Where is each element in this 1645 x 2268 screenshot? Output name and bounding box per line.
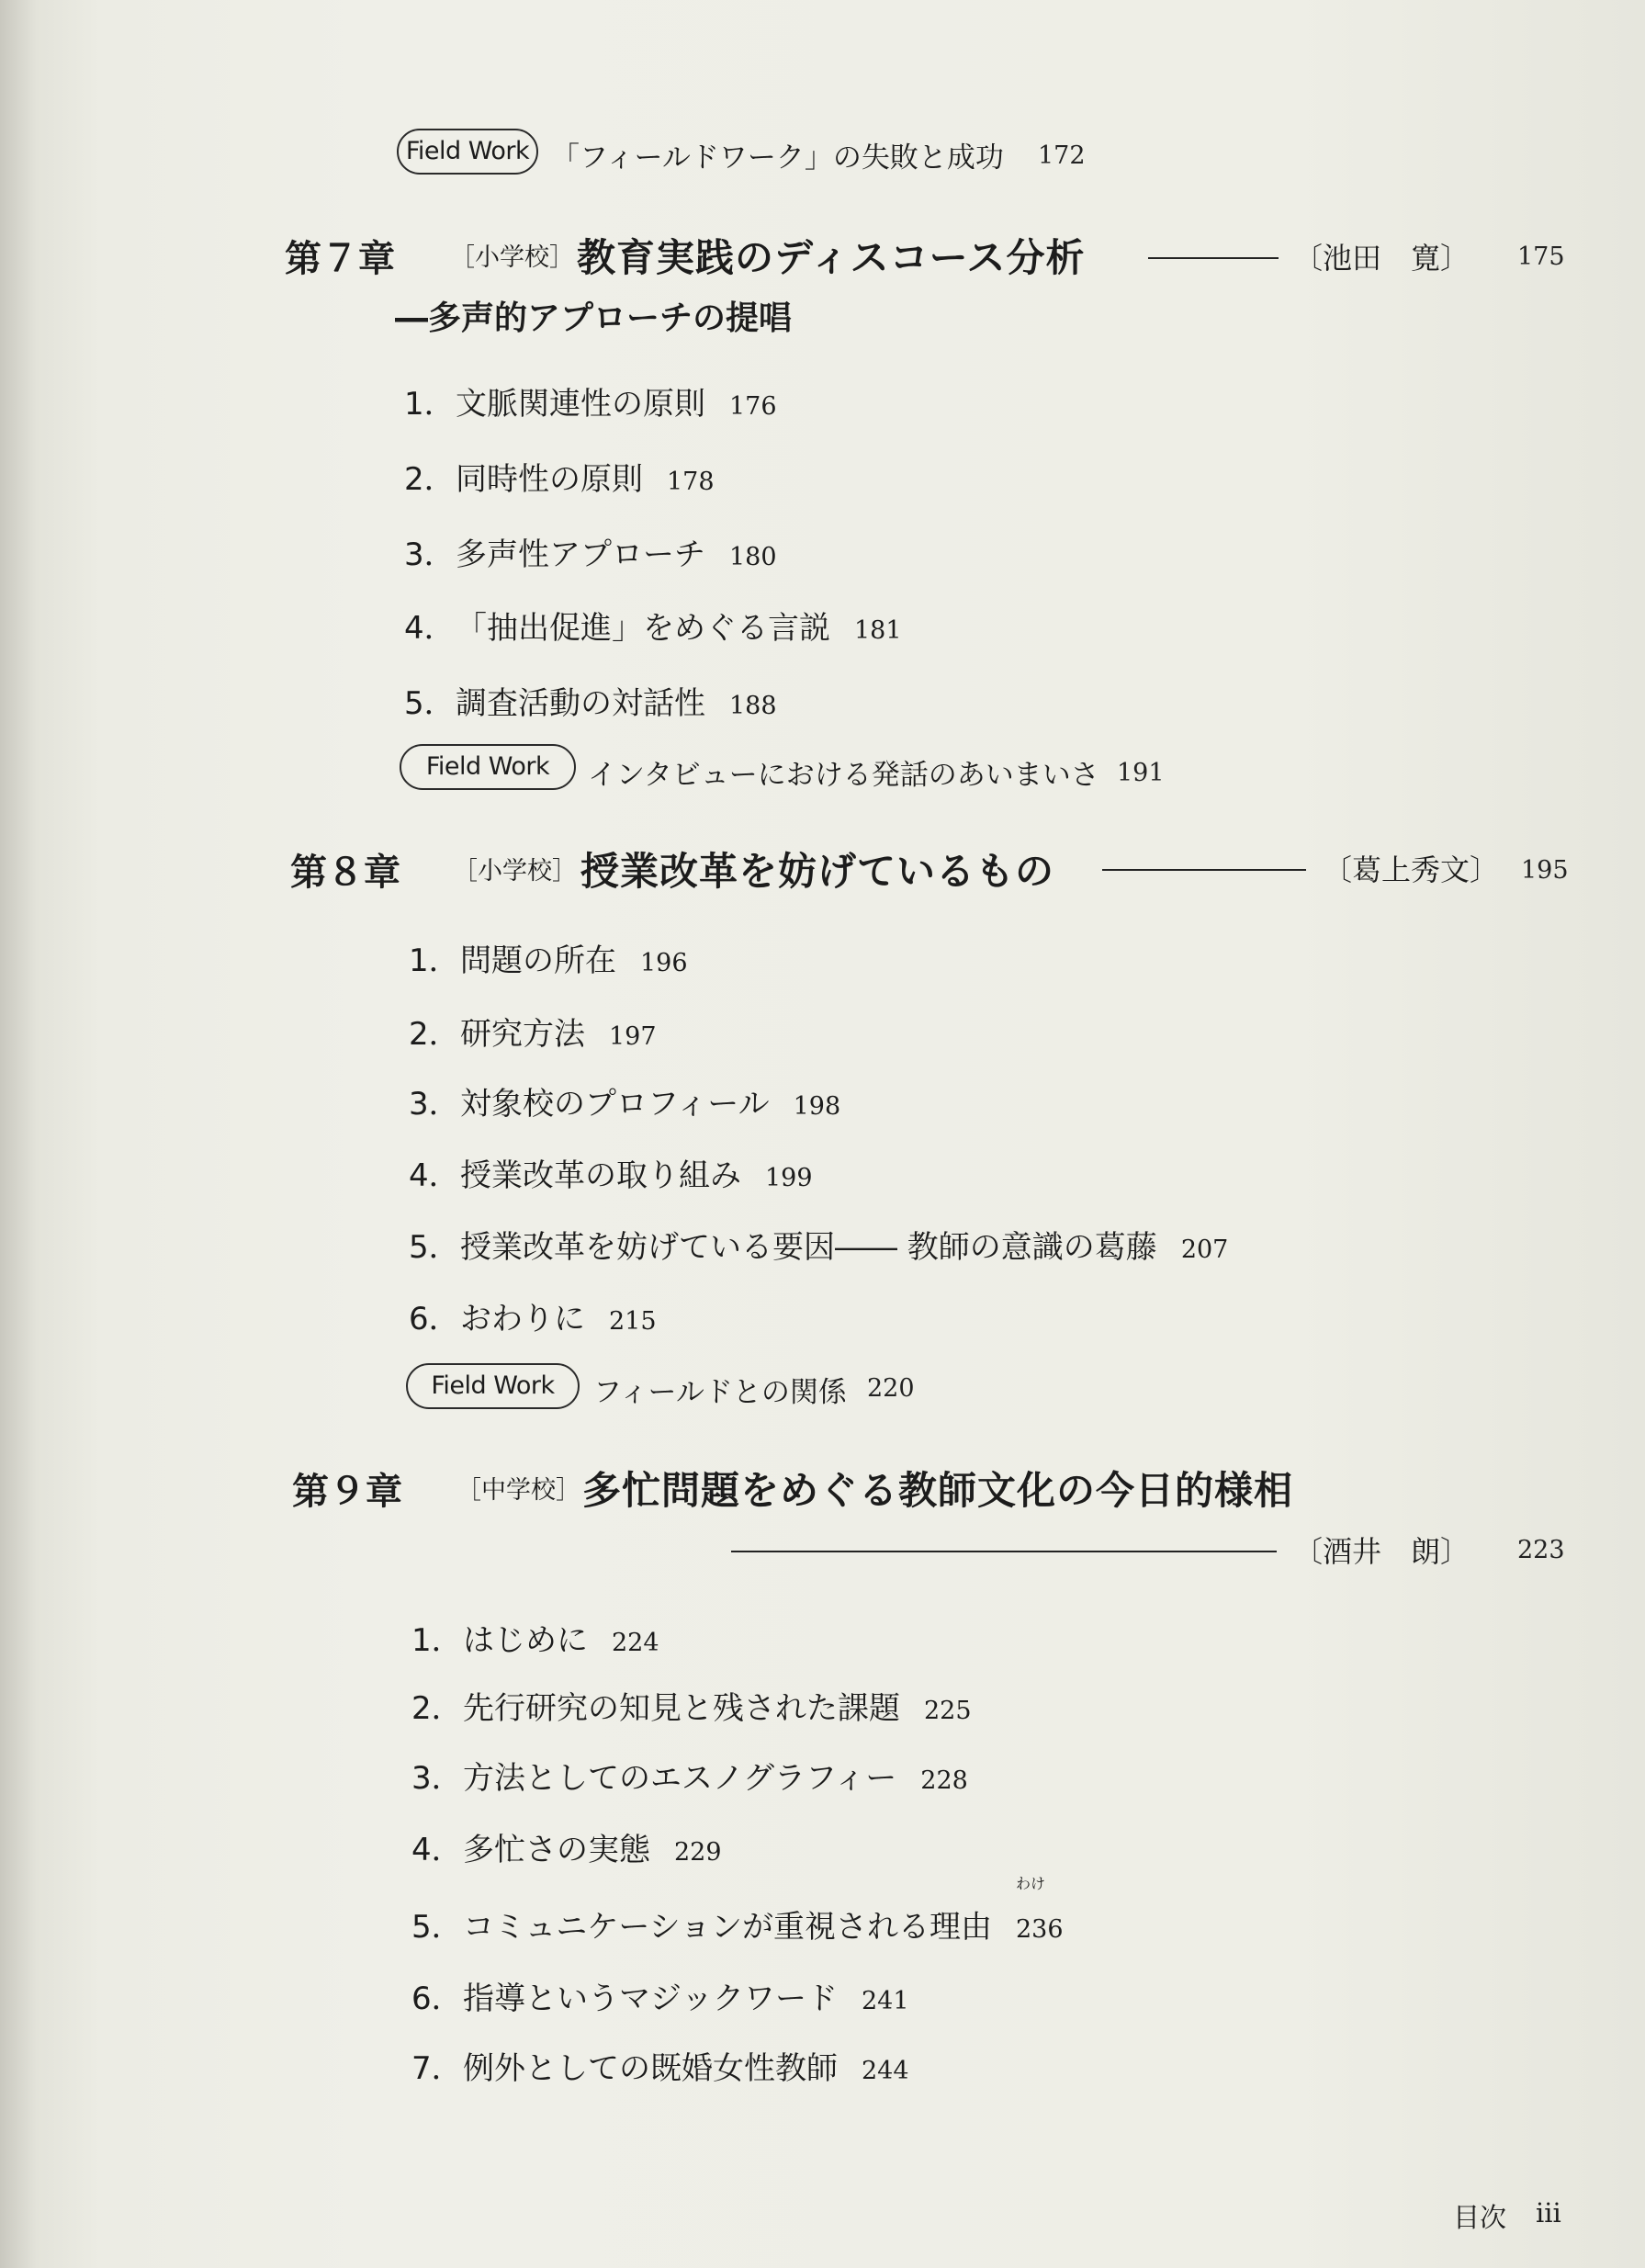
ch9-item-4: 4．多忙さの実態 229 bbox=[411, 1832, 722, 1868]
ch8-fieldwork-page: 220 bbox=[867, 1374, 915, 1403]
fieldwork-badge: Field Work bbox=[397, 129, 538, 175]
ch8-item-5: 5．授業改革を妨げている要因―― 教師の意識の葛藤 207 bbox=[409, 1229, 1229, 1266]
ch8-item-6: 6．おわりに 215 bbox=[409, 1301, 657, 1337]
ch8-item-3: 3．対象校のプロフィール 198 bbox=[409, 1086, 841, 1123]
ch8-item-4: 4．授業改革の取り組み 199 bbox=[409, 1157, 813, 1194]
ch9-item-1: 1．はじめに 224 bbox=[411, 1622, 659, 1659]
ch7-fieldwork-title: インタビューにおける発話のあいまいさ bbox=[588, 759, 1099, 792]
ch7-item-3: 3．多声性アプローチ 180 bbox=[404, 536, 777, 573]
chapter-9-author: 〔酒井 朗〕 bbox=[1293, 1534, 1470, 1569]
ch8-item-1: 1．問題の所在 196 bbox=[409, 942, 688, 979]
ch8-fieldwork-title: フィールドとの関係 bbox=[593, 1376, 847, 1409]
chapter-7-subtitle: ―多声的アプローチの提唱 bbox=[395, 299, 793, 337]
chapter-8-page: 195 bbox=[1521, 856, 1569, 885]
chapter-7-title: 教育実践のディスコース分析 bbox=[577, 235, 1086, 280]
chapter-9-leader bbox=[731, 1551, 1277, 1552]
chapter-8-label: 第８章 bbox=[290, 851, 400, 894]
fieldwork-title: 「フィールドワーク」の失敗と成功 bbox=[551, 141, 1004, 175]
footer-page-number: iii bbox=[1536, 2197, 1561, 2229]
ch8-fieldwork-badge: Field Work bbox=[406, 1363, 580, 1409]
ruby-wake: わけ bbox=[1016, 1875, 1046, 1892]
fieldwork-page: 172 bbox=[1038, 141, 1086, 170]
chapter-8-author: 〔葛上秀文〕 bbox=[1323, 852, 1500, 887]
chapter-9-page: 223 bbox=[1517, 1536, 1565, 1564]
chapter-7-page: 175 bbox=[1517, 243, 1565, 271]
ch7-item-5: 5．調査活動の対話性 188 bbox=[404, 685, 777, 722]
ch9-item-7: 7．例外としての既婚女性教師 244 bbox=[411, 2050, 909, 2087]
chapter-7-label: 第７章 bbox=[285, 237, 395, 280]
ch7-fieldwork-badge: Field Work bbox=[400, 744, 576, 790]
chapter-9-title: 多忙問題をめぐる教師文化の今日的様相 bbox=[582, 1468, 1294, 1513]
chapter-9-label: 第９章 bbox=[292, 1470, 402, 1513]
ch8-item-2: 2．研究方法 197 bbox=[409, 1016, 657, 1053]
ch9-item-3: 3．方法としてのエスノグラフィー 228 bbox=[411, 1760, 968, 1797]
ch7-fieldwork-page: 191 bbox=[1117, 759, 1165, 787]
ch9-item-5: 5．コミュニケーションが重視される理由 236 bbox=[411, 1909, 1064, 1946]
chapter-8-title: 授業改革を妨げているもの bbox=[580, 849, 1055, 894]
ch7-item-2: 2．同時性の原則 178 bbox=[404, 461, 715, 498]
ch9-item-2: 2．先行研究の知見と残された課題 225 bbox=[411, 1690, 972, 1727]
chapter-8-leader bbox=[1102, 869, 1306, 871]
ch7-item-1: 1．文脈関連性の原則 176 bbox=[404, 386, 777, 423]
chapter-8-school: ［小学校］ bbox=[453, 857, 577, 886]
footer-label: 目次 bbox=[1453, 2202, 1507, 2233]
ch9-item-6: 6．指導というマジックワード 241 bbox=[411, 1980, 909, 2017]
chapter-7-school: ［小学校］ bbox=[450, 243, 574, 272]
ch7-item-4: 4．「抽出促進」をめぐる言説 181 bbox=[404, 610, 902, 647]
chapter-7-leader bbox=[1148, 257, 1279, 259]
chapter-7-author: 〔池田 寛〕 bbox=[1293, 241, 1470, 276]
chapter-9-school: ［中学校］ bbox=[456, 1476, 580, 1505]
